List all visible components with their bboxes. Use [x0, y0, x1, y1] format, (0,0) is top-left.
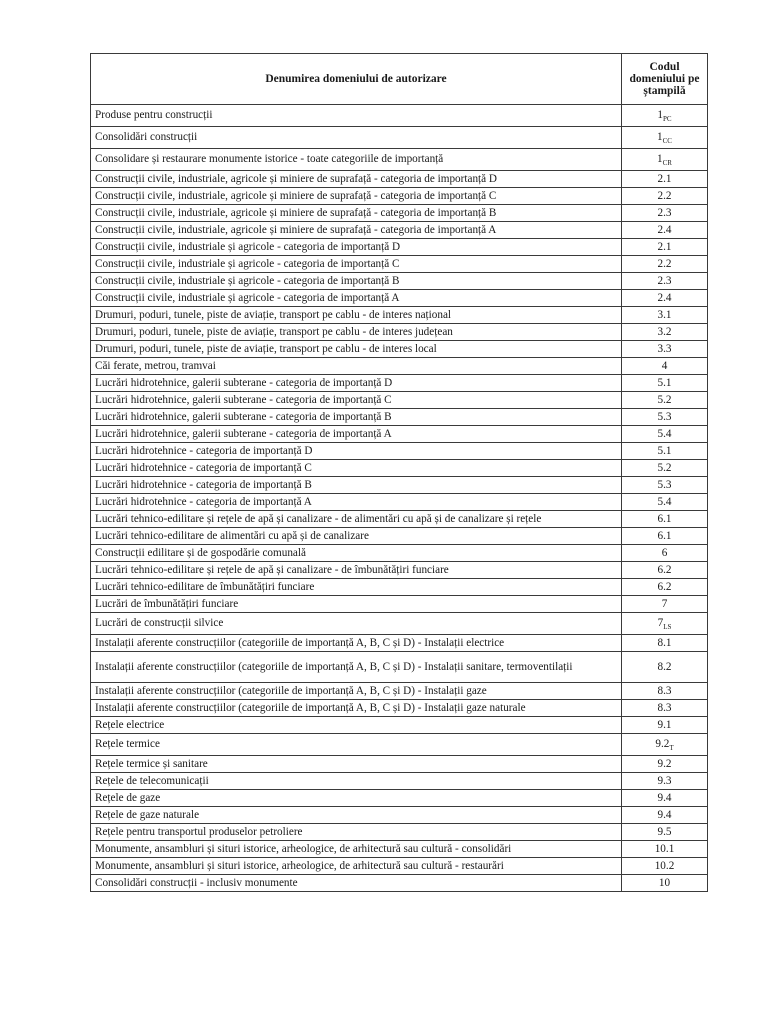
stamp-code-value: 10.2	[654, 859, 675, 872]
table-row	[91, 756, 708, 773]
stamp-code-cell	[622, 734, 708, 756]
domain-name-cell: Lucrări hidrotehnice - categoria de importanță B	[91, 477, 622, 494]
stamp-code-value: 3.1	[657, 308, 672, 321]
domain-name-cell: Construcții civile, industriale și agricole - categoria de importanță C	[91, 256, 622, 273]
stamp-code-subscript: CC	[662, 137, 672, 146]
stamp-code-value: 5.4	[657, 427, 672, 440]
stamp-code-cell	[622, 824, 708, 841]
table-row	[91, 717, 708, 734]
stamp-code-cell	[622, 477, 708, 494]
stamp-code-cell	[622, 392, 708, 409]
stamp-code-cell	[622, 807, 708, 824]
domain-name-cell: Construcții civile, industriale, agricole și miniere de suprafață - categoria de importanță A	[91, 222, 622, 239]
table-row	[91, 635, 708, 652]
table-row	[91, 290, 708, 307]
table-row	[91, 324, 708, 341]
domain-name-cell: Instalații aferente construcțiilor (categoriile de importanță A, B, C și D) - Instalații sanitare, termoventilații	[91, 652, 622, 683]
stamp-code-cell	[622, 341, 708, 358]
table-row	[91, 790, 708, 807]
stamp-code-value: 8.3	[657, 701, 672, 714]
table-row	[91, 188, 708, 205]
stamp-code-value: 2.1	[657, 172, 672, 185]
stamp-code-value: 5.2	[657, 461, 672, 474]
stamp-code-value: 10	[658, 876, 671, 889]
stamp-code-cell	[622, 790, 708, 807]
stamp-code-value: 7	[661, 597, 668, 610]
stamp-code-cell	[622, 426, 708, 443]
domain-name-cell: Consolidări construcții - inclusiv monumente	[91, 875, 622, 892]
domain-name-cell: Lucrări hidrotehnice, galerii subterane - categoria de importanță C	[91, 392, 622, 409]
domain-name-cell: Drumuri, poduri, tunele, piste de aviație, transport pe cablu - de interes național	[91, 307, 622, 324]
table-row	[91, 652, 708, 683]
stamp-code-cell	[622, 307, 708, 324]
table-row	[91, 341, 708, 358]
stamp-code-value: 6.1	[657, 512, 672, 525]
table-row	[91, 477, 708, 494]
table-row	[91, 807, 708, 824]
domain-name-cell: Lucrări hidrotehnice, galerii subterane - categoria de importanță B	[91, 409, 622, 426]
stamp-code-cell	[622, 222, 708, 239]
domain-name-cell: Construcții civile, industriale, agricole și miniere de suprafață - categoria de importanță C	[91, 188, 622, 205]
stamp-code-cell	[622, 613, 708, 635]
domain-name-cell: Lucrări hidrotehnice, galerii subterane - categoria de importanță A	[91, 426, 622, 443]
domain-name-cell: Rețele de gaze naturale	[91, 807, 622, 824]
stamp-code-value: 9.5	[657, 825, 672, 838]
stamp-code-cell	[622, 841, 708, 858]
table-row	[91, 239, 708, 256]
stamp-code-value: 2.1	[657, 240, 672, 253]
table-row	[91, 460, 708, 477]
stamp-code-value: 2.2	[657, 189, 672, 202]
stamp-code-value: 2.4	[657, 291, 672, 304]
stamp-code-cell	[622, 239, 708, 256]
domain-name-cell: Rețele termice	[91, 734, 622, 756]
stamp-code-value: 5.1	[657, 376, 672, 389]
domain-name-cell: Rețele de telecomunicații	[91, 773, 622, 790]
table-row	[91, 409, 708, 426]
stamp-code-value: 9.4	[657, 808, 672, 821]
stamp-code-value: 9.2	[657, 757, 672, 770]
stamp-code-value: 2.2	[657, 257, 672, 270]
stamp-code-cell	[622, 127, 708, 149]
table-row	[91, 562, 708, 579]
domain-name-cell: Rețele termice și sanitare	[91, 756, 622, 773]
stamp-code-value: 5.1	[657, 444, 672, 457]
stamp-code-value: 8.1	[657, 636, 672, 649]
domain-name-cell: Lucrări hidrotehnice, galerii subterane - categoria de importanță D	[91, 375, 622, 392]
stamp-code-value: 1	[657, 131, 663, 144]
table-row	[91, 824, 708, 841]
table-row	[91, 392, 708, 409]
stamp-code-cell	[622, 652, 708, 683]
table-row	[91, 256, 708, 273]
stamp-code-cell	[622, 875, 708, 892]
stamp-code-cell	[622, 290, 708, 307]
table-body	[91, 105, 708, 892]
table-row	[91, 222, 708, 239]
table-row	[91, 426, 708, 443]
stamp-code-cell	[622, 149, 708, 171]
table-header-row	[91, 54, 708, 105]
table-row	[91, 683, 708, 700]
stamp-code-cell	[622, 596, 708, 613]
stamp-code-subscript: T	[669, 744, 674, 753]
stamp-code-cell	[622, 409, 708, 426]
stamp-code-cell	[622, 528, 708, 545]
stamp-code-cell	[622, 205, 708, 222]
header-stamp-code: Codul domeniului pe ștampilă	[622, 54, 708, 105]
domain-name-cell: Construcții civile, industriale, agricole și miniere de suprafață - categoria de importanță D	[91, 171, 622, 188]
stamp-code-value: 7	[657, 617, 664, 630]
table-row	[91, 858, 708, 875]
table-row	[91, 579, 708, 596]
stamp-code-value: 2.3	[657, 274, 672, 287]
table-row	[91, 528, 708, 545]
table-row	[91, 596, 708, 613]
stamp-code-cell	[622, 256, 708, 273]
table-row	[91, 205, 708, 222]
domain-name-cell: Lucrări de îmbunătățiri funciare	[91, 596, 622, 613]
domain-name-cell: Construcții civile, industriale și agricole - categoria de importanță D	[91, 239, 622, 256]
stamp-code-cell	[622, 171, 708, 188]
authorization-domains-table	[90, 53, 708, 892]
domain-name-cell: Lucrări tehnico-edilitare și rețele de apă și canalizare - de alimentări cu apă și de canalizare și rețele	[91, 511, 622, 528]
domain-name-cell: Rețele de gaze	[91, 790, 622, 807]
domain-name-cell: Lucrări tehnico-edilitare și rețele de apă și canalizare - de îmbunătățiri funciare	[91, 562, 622, 579]
header-domain-name: Denumirea domeniului de autorizare	[91, 54, 622, 105]
table-row	[91, 375, 708, 392]
stamp-code-cell	[622, 443, 708, 460]
stamp-code-value: 8.3	[657, 684, 672, 697]
table-row	[91, 358, 708, 375]
table-row	[91, 875, 708, 892]
stamp-code-cell	[622, 579, 708, 596]
stamp-code-value: 1	[657, 153, 663, 166]
table-row	[91, 307, 708, 324]
table-row	[91, 171, 708, 188]
domain-name-cell: Consolidări construcții	[91, 127, 622, 149]
stamp-code-cell	[622, 635, 708, 652]
table-row	[91, 545, 708, 562]
stamp-code-cell	[622, 756, 708, 773]
domain-name-cell: Rețele electrice	[91, 717, 622, 734]
domain-name-cell: Instalații aferente construcțiilor (categoriile de importanță A, B, C și D) - Instalații electrice	[91, 635, 622, 652]
stamp-code-cell	[622, 773, 708, 790]
stamp-code-value: 9.2	[655, 738, 670, 751]
domain-name-cell: Construcții civile, industriale, agricole și miniere de suprafață - categoria de importanță B	[91, 205, 622, 222]
domain-name-cell: Lucrări hidrotehnice - categoria de importanță C	[91, 460, 622, 477]
stamp-code-cell	[622, 273, 708, 290]
table-row	[91, 105, 708, 127]
stamp-code-cell	[622, 717, 708, 734]
table-row	[91, 734, 708, 756]
stamp-code-value: 3.3	[657, 342, 672, 355]
table-row	[91, 613, 708, 635]
stamp-code-value: 9.3	[657, 774, 672, 787]
domain-name-cell: Instalații aferente construcțiilor (categoriile de importanță A, B, C și D) - Instalații gaze naturale	[91, 700, 622, 717]
document-page	[90, 53, 707, 892]
stamp-code-subscript: PC	[663, 115, 672, 124]
domain-name-cell: Lucrări de construcții silvice	[91, 613, 622, 635]
stamp-code-value: 2.3	[657, 206, 672, 219]
domain-name-cell: Lucrări tehnico-edilitare de îmbunătățiri funciare	[91, 579, 622, 596]
stamp-code-cell	[622, 188, 708, 205]
stamp-code-cell	[622, 494, 708, 511]
table-row	[91, 700, 708, 717]
domain-name-cell: Produse pentru construcții	[91, 105, 622, 127]
stamp-code-value: 9.4	[657, 791, 672, 804]
domain-name-cell: Construcții civile, industriale și agricole - categoria de importanță B	[91, 273, 622, 290]
table-row	[91, 773, 708, 790]
stamp-code-subscript: LS	[663, 623, 672, 632]
stamp-code-value: 3.2	[657, 325, 672, 338]
stamp-code-value: 1	[657, 109, 664, 122]
domain-name-cell: Monumente, ansambluri și situri istorice, arheologice, de arhitectură sau cultură - restaurări	[91, 858, 622, 875]
domain-name-cell: Drumuri, poduri, tunele, piste de aviație, transport pe cablu - de interes județean	[91, 324, 622, 341]
domain-name-cell: Instalații aferente construcțiilor (categoriile de importanță A, B, C și D) - Instalații gaze	[91, 683, 622, 700]
domain-name-cell: Construcții edilitare și de gospodărie comunală	[91, 545, 622, 562]
domain-name-cell: Consolidare și restaurare monumente istorice - toate categoriile de importanță	[91, 149, 622, 171]
domain-name-cell: Drumuri, poduri, tunele, piste de aviație, transport pe cablu - de interes local	[91, 341, 622, 358]
table-row	[91, 273, 708, 290]
stamp-code-value: 6.2	[657, 563, 672, 576]
stamp-code-cell	[622, 700, 708, 717]
stamp-code-cell	[622, 562, 708, 579]
stamp-code-cell	[622, 105, 708, 127]
stamp-code-value: 6.2	[657, 580, 672, 593]
stamp-code-subscript: CR	[662, 159, 672, 168]
table-row	[91, 127, 708, 149]
stamp-code-cell	[622, 375, 708, 392]
table-row	[91, 149, 708, 171]
domain-name-cell: Construcții civile, industriale și agricole - categoria de importanță A	[91, 290, 622, 307]
stamp-code-value: 5.2	[657, 393, 672, 406]
stamp-code-value: 9.1	[657, 718, 672, 731]
stamp-code-cell	[622, 683, 708, 700]
stamp-code-cell	[622, 545, 708, 562]
stamp-code-cell	[622, 358, 708, 375]
stamp-code-value: 5.4	[657, 495, 672, 508]
domain-name-cell: Lucrări tehnico-edilitare de alimentări cu apă și de canalizare	[91, 528, 622, 545]
stamp-code-value: 2.4	[657, 223, 672, 236]
stamp-code-value: 8.2	[657, 660, 672, 673]
stamp-code-value: 5.3	[657, 410, 672, 423]
domain-name-cell: Căi ferate, metrou, tramvai	[91, 358, 622, 375]
domain-name-cell: Monumente, ansambluri și situri istorice, arheologice, de arhitectură sau cultură - consolidări	[91, 841, 622, 858]
stamp-code-cell	[622, 324, 708, 341]
table-row	[91, 841, 708, 858]
table-row	[91, 443, 708, 460]
domain-name-cell: Lucrări hidrotehnice - categoria de importanță D	[91, 443, 622, 460]
table-row	[91, 494, 708, 511]
stamp-code-cell	[622, 460, 708, 477]
table-row	[91, 511, 708, 528]
stamp-code-value: 10.1	[654, 842, 675, 855]
stamp-code-value: 4	[661, 359, 668, 372]
stamp-code-cell	[622, 858, 708, 875]
stamp-code-value: 5.3	[657, 478, 672, 491]
domain-name-cell: Lucrări hidrotehnice - categoria de importanță A	[91, 494, 622, 511]
domain-name-cell: Rețele pentru transportul produselor petroliere	[91, 824, 622, 841]
stamp-code-cell	[622, 511, 708, 528]
stamp-code-value: 6	[661, 546, 668, 559]
stamp-code-value: 6.1	[657, 529, 672, 542]
